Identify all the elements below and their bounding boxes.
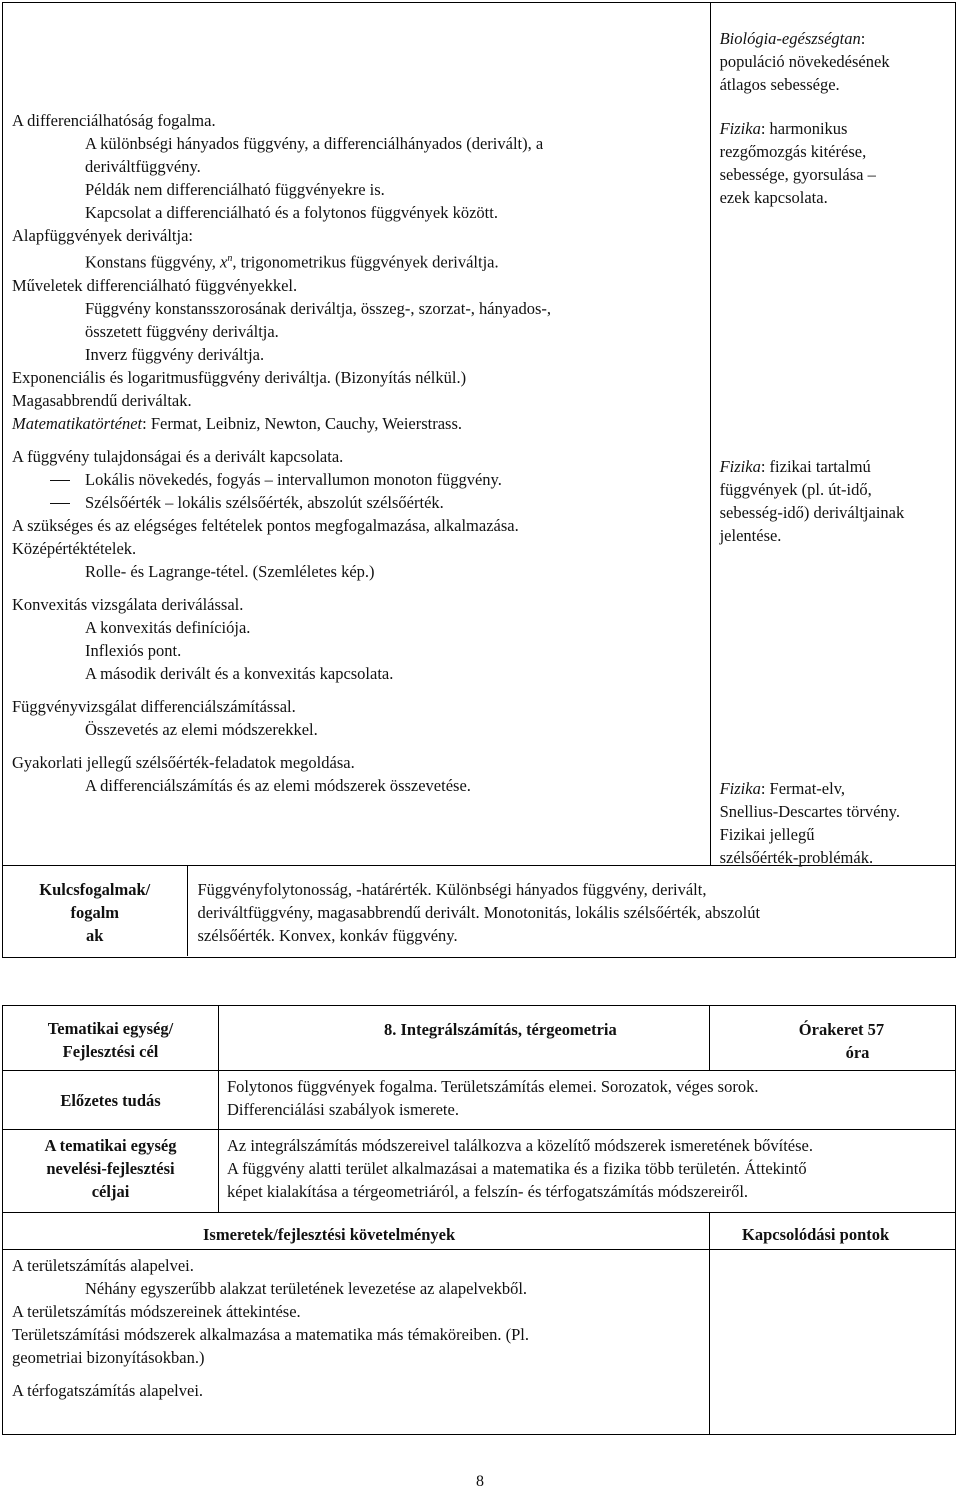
subject-text: : Fermat-elv,: [760, 779, 845, 798]
subject-text: : fizikai tartalmú: [760, 457, 871, 476]
upper-line: Konvexitás vizsgálata deriválással.: [12, 594, 244, 614]
lower-line: A területszámítás módszereinek áttekintése.: [12, 1302, 301, 1321]
upper-line: Rolle- és Lagrange-tétel. (Szemléletes kép.): [85, 561, 375, 581]
upper-line: Kapcsolat a differenciálható és a folytonos függvények között.: [85, 203, 498, 222]
upper-line: A különbségi hányados függvény, a differenciálhányados (derivált), a: [85, 134, 544, 153]
upper-line: Szélsőérték – lokális szélsőérték, abszolút szélsőérték.: [12, 491, 710, 514]
side-note: [720, 455, 905, 547]
upper-line: [12, 247, 710, 274]
lower-links-cell: [710, 1250, 956, 1435]
side-note-line: szélsőérték-problémák.: [719, 848, 874, 867]
side-note-line: [720, 455, 905, 478]
key-concepts-row: [3, 866, 956, 958]
goals-text-1: Az integrálszámítás módszereivel találkozva a közelítő módszerek ismeretének bővítése.: [227, 1136, 813, 1155]
upper-line: Alapfüggvények deriváltja:: [12, 226, 193, 245]
upper-line: A második derivált és a konvexitás kapcsolata.: [85, 663, 394, 683]
power-x: x: [220, 252, 228, 272]
upper-line: Műveletek differenciálható függvényekkel.: [12, 275, 298, 295]
side-note-line: ezek kapcsolata.: [719, 188, 828, 207]
upper-line: A differenciálhatóság fogalma.: [12, 111, 216, 130]
hours-label-1: Órakeret 57: [798, 1020, 885, 1039]
side-note-line: rezgőmozgás kitérése,: [719, 142, 867, 161]
lower-content-row: [3, 1250, 956, 1435]
upper-line: Exponenciális és logaritmusfüggvény deriváltja. (Bizonyítás nélkül.): [12, 367, 467, 387]
key-concepts-text-cell: [187, 866, 955, 956]
lower-line: geometriai bizonyításokban.): [12, 1348, 205, 1367]
subject-label: Fizika: [719, 779, 761, 798]
upper-line: Gyakorlati jellegű szélsőérték-feladatok megoldása.: [12, 752, 355, 772]
upper-block: [12, 593, 710, 685]
upper-block: [12, 445, 710, 583]
goals-label-3: céljai: [91, 1182, 130, 1201]
links-header-cell: [710, 1213, 956, 1250]
prior-text-1: Folytonos függvények fogalma. Területszámítás elemei. Sorozatok, véges sorok.: [227, 1077, 759, 1096]
unit-title: 8. Integrálszámítás, térgeometria: [384, 1020, 617, 1039]
side-notes: [720, 27, 955, 865]
upper-line: Lokális növekedés, fogyás – intervallumon monoton függvény.: [12, 468, 710, 491]
prior-label-cell: [3, 1071, 219, 1130]
lower-block: [12, 1379, 709, 1402]
subject-label: Fizika: [719, 457, 761, 476]
upper-block: [12, 109, 710, 435]
side-note-line: Snellius-Descartes törvény.: [719, 802, 900, 821]
lower-line: Néhány egyszerűbb alakzat területének levezetése az alapelvekből.: [85, 1279, 528, 1298]
side-note-line: átlagos sebessége.: [719, 75, 840, 94]
lower-line: A térfogatszámítás alapelvei.: [12, 1381, 204, 1400]
side-note-line: sebessége, gyorsulása –: [719, 165, 876, 184]
page-number: 8: [476, 1473, 484, 1490]
side-note: [720, 117, 876, 209]
hours-label-2: óra: [845, 1043, 870, 1062]
upper-block: [12, 695, 710, 741]
side-note-line: függvények (pl. út-idő,: [719, 480, 872, 499]
key-concepts-label-3: ak: [86, 926, 104, 945]
unit-label-cell: [3, 1006, 219, 1071]
key-concepts-text-3: szélsőérték. Konvex, konkáv függvény.: [197, 926, 458, 945]
goals-label-1: A tematikai egység: [44, 1136, 177, 1155]
side-note-line: Fizikai jellegű: [719, 825, 815, 844]
unit-title-cell: [219, 1006, 710, 1071]
goals-text-3: képet kialakítása a térgeometriáról, a felszín- és térfogatszámítás módszereiről.: [227, 1182, 749, 1201]
goals-text-2: A függvény alatti terület alkalmazásai a matematika és a fizika több területén. Áttekintő: [227, 1159, 807, 1178]
req-header-cell: [3, 1213, 710, 1250]
hours-cell: [710, 1006, 956, 1071]
prior-label: Előzetes tudás: [60, 1090, 161, 1110]
links-header: Kapcsolódási pontok: [742, 1225, 890, 1244]
upper-line: Függvény konstansszorosának deriváltja, összeg-, szorzat-, hányados-,: [85, 298, 551, 318]
upper-block: [12, 751, 710, 797]
upper-line: összetett függvény deriváltja.: [85, 321, 279, 341]
upper-line: A konvexitás definíciója.: [85, 617, 251, 637]
konstans-text-a: Konstans függvény,: [85, 252, 221, 272]
history-text: : Fermat, Leibniz, Newton, Cauchy, Weierstrass.: [142, 413, 463, 433]
content-row: [3, 3, 956, 866]
upper-line: deriváltfüggvény.: [85, 157, 201, 176]
side-note-line: [720, 27, 890, 50]
power-n: n: [227, 253, 233, 264]
upper-line: Középértéktételek.: [12, 538, 137, 558]
side-note-line: sebesség-idő) deriváltjainak: [719, 503, 905, 522]
prior-row: [3, 1071, 956, 1130]
upper-line: A szükséges és az elégséges feltételek pontos megfogalmazása, alkalmazása.: [12, 515, 519, 535]
upper-line: A differenciálszámítás és az elemi módszerek összevetése.: [85, 775, 471, 795]
upper-content: [12, 109, 710, 797]
subject-text: :: [860, 29, 866, 48]
goals-label-cell: [3, 1130, 219, 1213]
unit-label-1: Tematikai egység/: [47, 1019, 174, 1038]
goals-label-2: nevelési-fejlesztési: [46, 1159, 175, 1178]
prior-text-cell: [219, 1071, 956, 1130]
key-concepts-text-1: Függvényfolytonosság, -határérték. Különbségi hányados függvény, derivált,: [197, 880, 707, 899]
lower-line: A területszámítás alapelvei.: [12, 1256, 194, 1275]
subject-label: Fizika: [719, 119, 761, 138]
subject-label: Biológia-egészségtan: [719, 29, 861, 48]
side-note-line: [720, 117, 876, 140]
konstans-text-c: , trigonometrikus függvények deriváltja.: [232, 252, 499, 272]
key-concepts-label-2: fogalm: [70, 903, 120, 922]
key-concepts-text-2: deriváltfüggvény, magasabbrendű derivált. Monotonitás, lokális szélsőérték, abszolút: [197, 903, 761, 922]
lower-line: Területszámítási módszerek alkalmazása a matematika más témaköreiben. (Pl.: [12, 1325, 530, 1344]
key-concepts-label-1: Kulcsfogalmak/: [39, 880, 151, 899]
upper-line: A függvény tulajdonságai és a derivált kapcsolata.: [12, 446, 344, 466]
upper-line: Összevetés az elemi módszerekkel.: [85, 719, 318, 739]
prior-text-2: Differenciálási szabályok ismerete.: [227, 1100, 459, 1119]
subject-text: : harmonikus: [760, 119, 848, 138]
upper-line: Magasabbrendű deriváltak.: [12, 390, 192, 410]
side-note: [720, 777, 900, 869]
side-note: [720, 27, 890, 96]
lower-table: [2, 1005, 956, 1435]
history-label: Matematikatörténet: [12, 413, 143, 433]
links-cell: [710, 3, 955, 866]
upper-line: Függvényvizsgálat differenciálszámítással.: [12, 696, 296, 716]
req-header: Ismeretek/fejlesztési követelmények: [203, 1225, 456, 1244]
upper-line: [12, 412, 710, 435]
side-note-line: [720, 777, 900, 800]
upper-table: [2, 2, 956, 958]
side-note-line: populáció növekedésének: [719, 52, 890, 71]
req-header-row: [3, 1213, 956, 1250]
unit-label-2: Fejlesztési cél: [62, 1042, 159, 1061]
lower-content-cell: [3, 1250, 710, 1435]
key-concepts-cell: [3, 866, 956, 958]
unit-row: [3, 1006, 956, 1071]
upper-line: Inflexiós pont.: [85, 640, 182, 660]
upper-line: Inverz függvény deriváltja.: [85, 344, 265, 364]
lower-block: [12, 1254, 709, 1369]
content-cell: [3, 3, 711, 866]
side-note-line: jelentése.: [719, 526, 782, 545]
goals-text-cell: [219, 1130, 956, 1213]
goals-row: [3, 1130, 956, 1213]
upper-line: Példák nem differenciálható függvényekre is.: [85, 180, 385, 199]
lower-content: [12, 1254, 709, 1402]
key-concepts-label-cell: [3, 866, 187, 956]
